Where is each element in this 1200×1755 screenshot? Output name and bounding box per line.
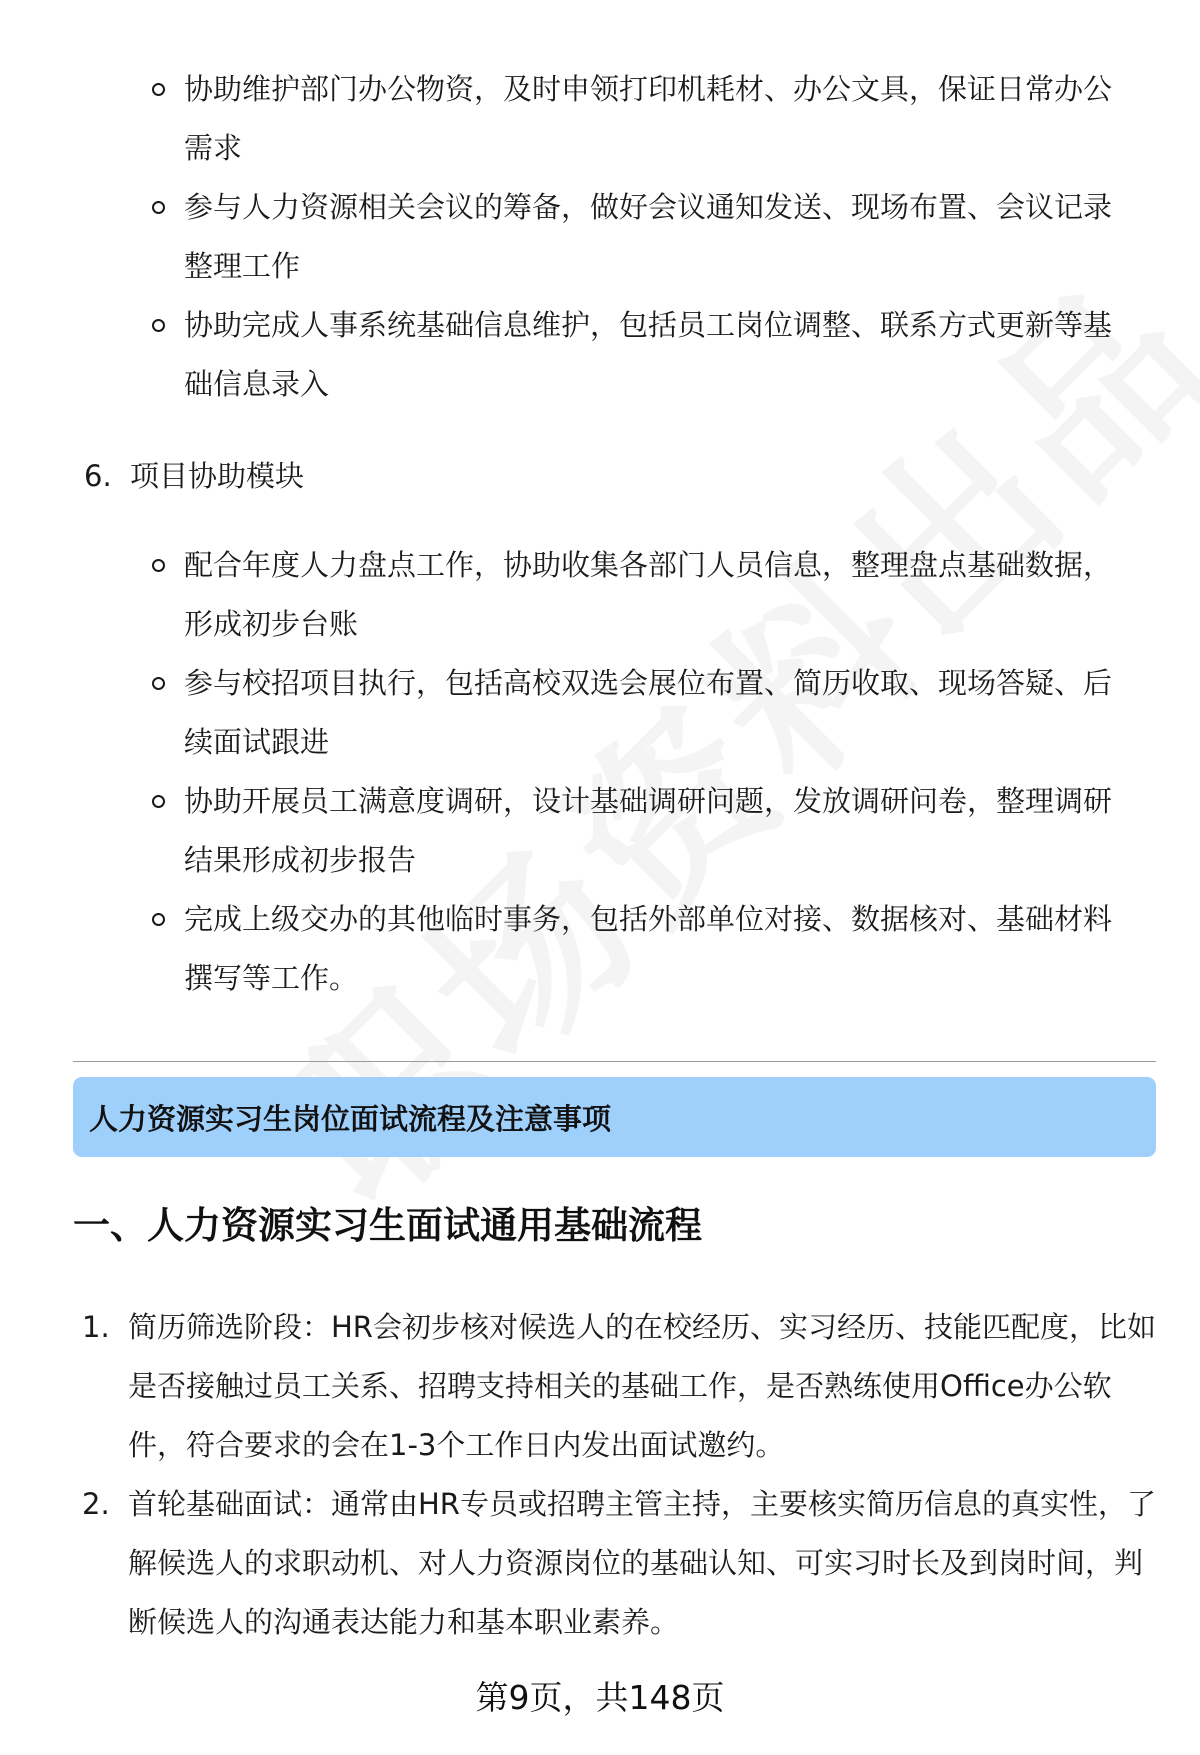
section-divider [73,1061,1156,1062]
process-step [82,1298,1158,1475]
list-number: 6. [84,459,112,493]
list-number: 2. [82,1487,110,1521]
module-6-list [150,536,1140,1008]
list-item: 配合年度人力盘点工作，协助收集各部门人员信息，整理盘点基础数据，形成初步台账 [150,536,1140,654]
list-item: 参与校招项目执行，包括高校双选会展位布置、简历收取、现场答疑、后续面试跟进 [150,654,1140,772]
step-text: 首轮基础面试：通常由HR专员或招聘主管主持，主要核实简历信息的真实性，了解候选人的求职动机、对人力资源岗位的基础认知、可实习时长及到岗时间，判断候选人的沟通表达能力和基本职业素养。 [128,1487,1156,1639]
list-item: 完成上级交办的其他临时事务，包括外部单位对接、数据核对、基础材料撰写等工作。 [150,890,1140,1008]
section-a-list [150,60,1140,414]
banner-title: 人力资源实习生岗位面试流程及注意事项 [89,1101,612,1136]
process-step [82,1475,1158,1652]
step-text: 简历筛选阶段：HR会初步核对候选人的在校经历、实习经历、技能匹配度，比如是否接触过员工关系、招聘支持相关的基础工作，是否熟练使用Office办公软件，符合要求的会在1-3个工作日内发出面试邀约。 [128,1310,1156,1462]
module-6-heading [84,447,1130,506]
list-item: 协助开展员工满意度调研，设计基础调研问题，发放调研问卷，整理调研结果形成初步报告 [150,772,1140,890]
list-item: 协助完成人事系统基础信息维护，包括员工岗位调整、联系方式更新等基础信息录入 [150,296,1140,414]
list-number: 1. [82,1310,110,1344]
section-banner [73,1077,1156,1157]
list-item: 协助维护部门办公物资，及时申领打印机耗材、办公文具，保证日常办公需求 [150,60,1140,178]
list-item: 参与人力资源相关会议的筹备，做好会议通知发送、现场布置、会议记录整理工作 [150,178,1140,296]
page-number-footer: 第9页，共148页 [475,1678,725,1717]
section-heading: 一、人力资源实习生面试通用基础流程 [73,1204,702,1247]
process-steps-list [82,1298,1158,1652]
module-title: 项目协助模块 [130,459,305,493]
